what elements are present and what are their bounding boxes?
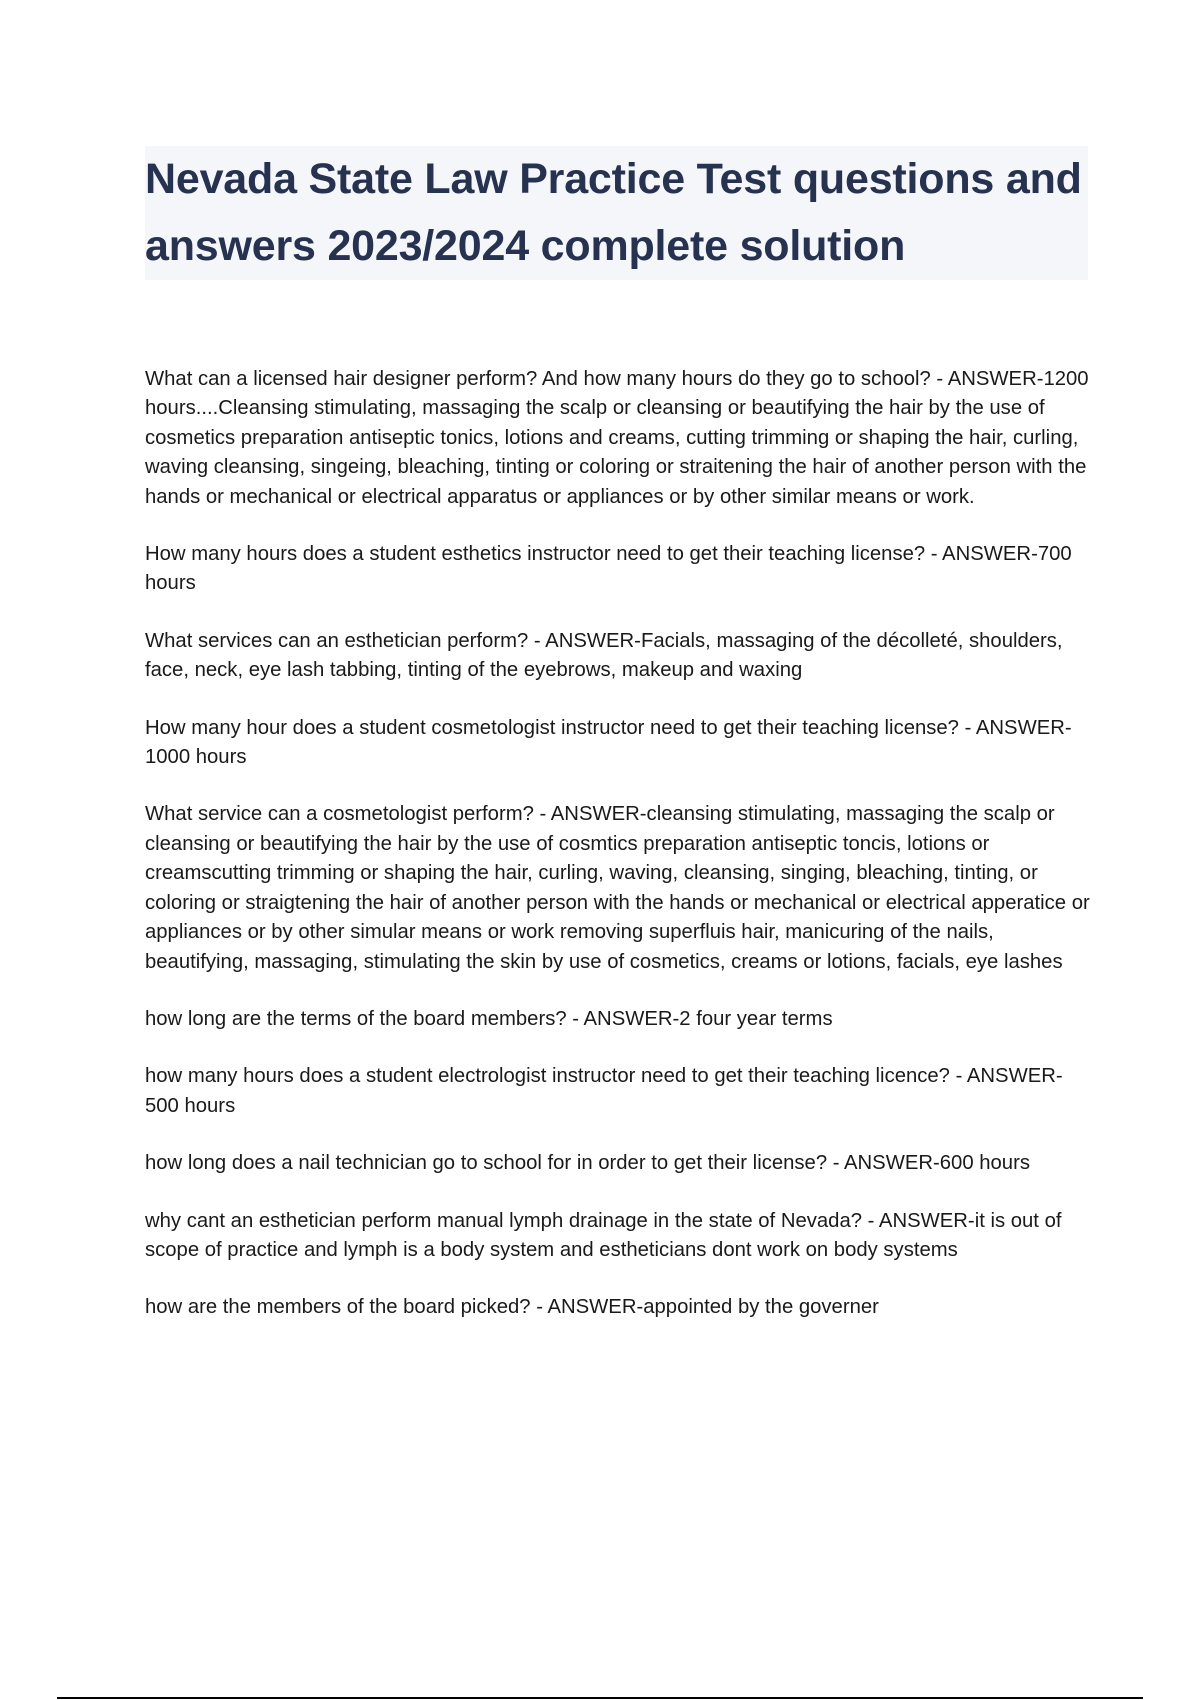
qa-item: how long does a nail technician go to school for in order to get their license? - ANSWER-600 hours bbox=[145, 1152, 1030, 1175]
qa-item: how are the members of the board picked? - ANSWER-appointed by the governer bbox=[145, 1296, 879, 1319]
page-title: Nevada State Law Practice Test questions and answers 2023/2024 complete solution bbox=[145, 155, 1082, 270]
qa-item: How many hour does a student cosmetologist instructor need to get their teaching license? - ANSWER-1000 hours bbox=[145, 716, 1072, 769]
title-banner bbox=[145, 146, 1088, 280]
qa-item: What services can an esthetician perform? - ANSWER-Facials, massaging of the décolleté, shoulders, face, neck, eye lash tabbing, tinting of the eyebrows, makeup and waxing bbox=[145, 629, 1063, 682]
qa-item: How many hours does a student esthetics instructor need to get their teaching license? - ANSWER-700 hours bbox=[145, 543, 1072, 595]
qa-item: What service can a cosmetologist perform? - ANSWER-cleansing stimulating, massaging the scalp or cleansing or beautifying the hair by the use of cosmtics preparation antiseptic toncis, lotions or creamscutting trimming or shaping the hair, curling, waving, cleansing, singing, bleaching, tinting, or coloring or straigtening the hair of another person with the hands or mechanical or electrical apperatice or appliances or by other simular means or work removing superfluis hair, manicuring of the nails, beautifying, massaging, stimulating the skin by use of cosmetics, creams or lotions, facials, eye lashes bbox=[145, 803, 1090, 973]
qa-item: why cant an esthetician perform manual lymph drainage in the state of Nevada? - ANSWER-it is out of scope of practice and lymph is a body system and estheticians dont work on body systems bbox=[145, 1209, 1062, 1261]
page-footer-rule bbox=[57, 1697, 1143, 1699]
qa-list bbox=[145, 365, 1090, 1351]
qa-item: how many hours does a student electrologist instructor need to get their teaching licence? - ANSWER-500 hours bbox=[145, 1065, 1063, 1117]
qa-item: What can a licensed hair designer perform? And how many hours do they go to school? - ANSWER-1200 hours....Cleansing stimulating, massaging the scalp or cleansing or beautifying the hair by the use of cosmetics preparation antiseptic tonics, lotions and creams, cutting trimming or shaping the hair, curling, waving cleansing, singeing, bleaching, tinting or coloring or straitening the hair of another person with the hands or mechanical or electrical apparatus or appliances or by other similar means or work. bbox=[145, 368, 1089, 508]
qa-item: how long are the terms of the board members? - ANSWER-2 four year terms bbox=[145, 1007, 833, 1030]
